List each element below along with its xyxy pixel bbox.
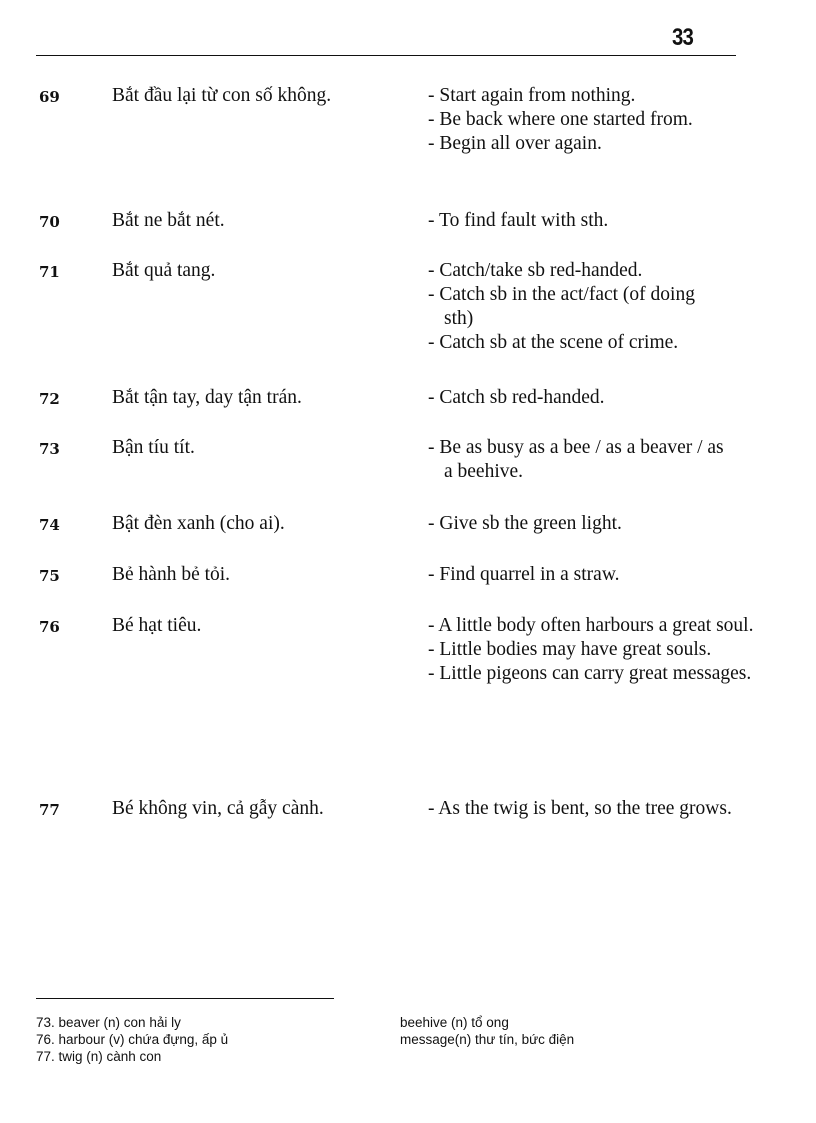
english-equivalents [428,797,764,821]
equivalent: - Find quarrel in a straw. [428,564,620,585]
vietnamese-idiom: Bẻ hành bẻ tỏi. [112,564,231,585]
vietnamese-idiom: Bận tíu tít. [112,437,195,458]
english-equivalents [428,386,605,410]
vietnamese-idiom: Bắt ne bắt nét. [112,210,225,231]
entry-number: 76 [39,618,60,636]
equivalent: - Begin all over again. [428,133,602,154]
entry-number: 69 [39,88,60,106]
footnote: 76. harbour (v) chứa đựng, ấp ủ [36,1032,229,1047]
entry-number: 73 [39,440,60,458]
footnote: message(n) thư tín, bức điện [400,1032,575,1047]
equivalent: - As the twig is bent, so the tree grows. [428,798,732,819]
equivalent: - A little body often harbours a great soul. [428,615,754,636]
english-equivalents [428,84,734,156]
equivalent: - Catch sb in the act/fact (of doing sth) [428,284,695,329]
footnote: 73. beaver (n) con hải ly [36,1015,181,1030]
footnote: 77. twig (n) cành con [36,1049,162,1064]
footnote-row [36,1048,736,1065]
equivalent: - Be back where one started from. [428,109,693,130]
entry-number: 77 [39,801,60,819]
equivalent: - Start again from nothing. [428,85,636,106]
english-equivalents [428,209,608,233]
entry-number: 70 [39,213,60,231]
footnote-row [36,1014,736,1031]
vietnamese-idiom: Bắt đầu lại từ con số không. [112,85,332,106]
footnote-rule [36,998,334,999]
english-equivalents [428,563,620,587]
entry-number: 71 [39,263,60,281]
entry-number: 75 [39,567,60,585]
equivalent: - Give sb the green light. [428,513,622,534]
english-equivalents [428,436,724,484]
entry-number: 72 [39,390,60,408]
vietnamese-idiom: Bắt quả tang. [112,260,216,281]
equivalent: - Be as busy as a bee / as a beaver / as a beehive. [428,437,724,482]
equivalent: - Little pigeons can carry great messages. [428,663,752,684]
vietnamese-idiom: Bật đèn xanh (cho ai). [112,513,285,534]
equivalent: - Catch sb red-handed. [428,387,605,408]
english-equivalents [428,259,714,355]
entry-number: 74 [39,516,60,534]
english-equivalents [428,512,622,536]
equivalent: - Little bodies may have great souls. [428,639,712,660]
vietnamese-idiom: Bé hạt tiêu. [112,615,202,636]
footnotes [36,1014,736,1065]
equivalent: - Catch/take sb red-handed. [428,260,643,281]
page-number: 33 [672,24,693,51]
vietnamese-idiom: Bắt tận tay, day tận trán. [112,387,302,408]
equivalent: - To find fault with sth. [428,210,609,231]
equivalent: - Catch sb at the scene of crime. [428,332,679,353]
english-equivalents [428,614,754,686]
footnote: beehive (n) tổ ong [400,1015,509,1030]
footnote-row [36,1031,736,1048]
vietnamese-idiom: Bé không vin, cả gẫy cành. [112,798,324,819]
